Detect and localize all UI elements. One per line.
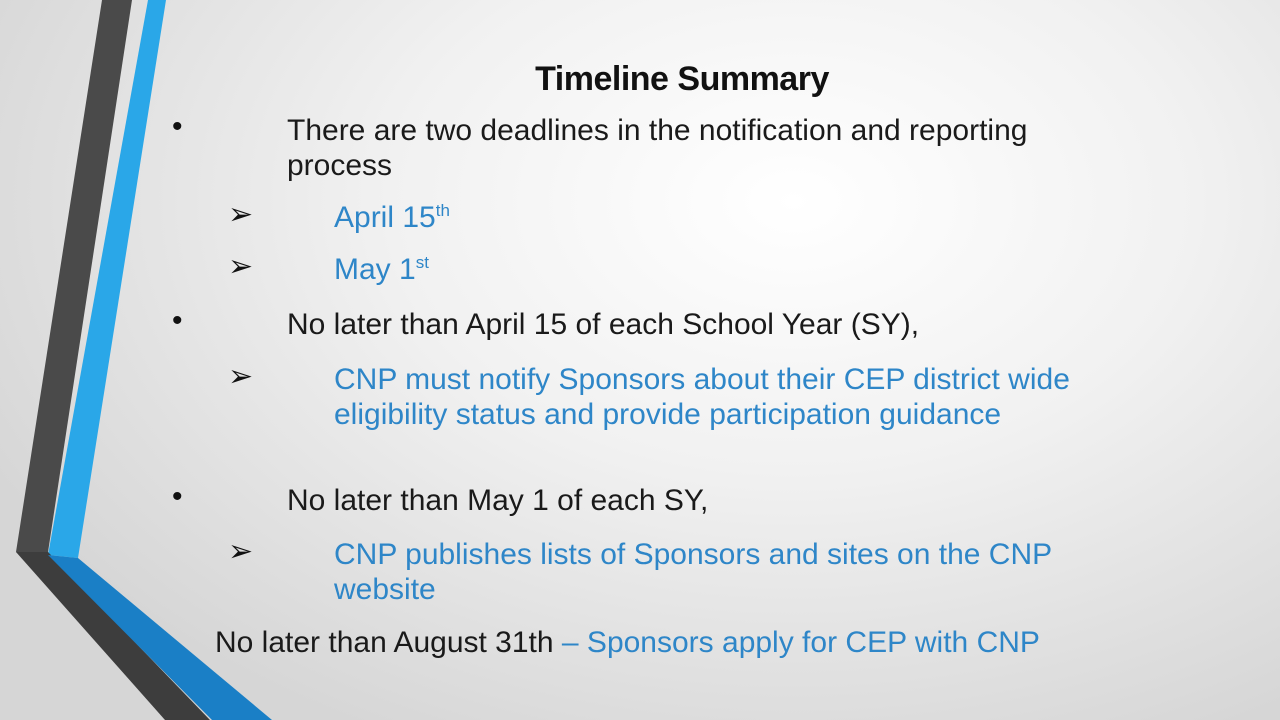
footer-black-text: No later than August 31th — [215, 626, 554, 659]
slide-title: Timeline Summary — [535, 60, 829, 98]
arrow-3-line-1: CNP must notify Sponsors about their CEP district wide — [334, 363, 1070, 396]
bullet-3-text: No later than May 1 of each SY, — [287, 484, 709, 517]
deadline-may-1-text: May 1 — [334, 253, 416, 286]
bullet-1-line-2: process — [287, 149, 393, 182]
deadline-april-15-text: April 15 — [334, 201, 436, 234]
dark-bar-lower — [16, 552, 210, 720]
deadline-april-15 — [334, 200, 450, 235]
arrow-bullet-icon: ➢ — [228, 198, 254, 231]
bullet-icon: • — [172, 110, 183, 143]
bullet-icon: • — [172, 480, 183, 513]
arrow-4-line-2: website — [334, 573, 436, 606]
deadline-april-15-sup: th — [435, 201, 450, 220]
arrow-3-line-2: eligibility status and provide participation guidance — [334, 398, 1002, 431]
arrow-4-line-1: CNP publishes lists of Sponsors and sites on the CNP — [334, 538, 1053, 571]
footer-blue-text: – Sponsors apply for CEP with CNP — [553, 626, 1040, 659]
bullet-1-line-1: There are two deadlines in the notification and reporting — [287, 114, 1028, 147]
arrow-bullet-icon: ➢ — [228, 535, 254, 568]
arrow-bullet-icon: ➢ — [228, 360, 254, 393]
bullet-2-text: No later than April 15 of each School Year (SY), — [287, 308, 920, 341]
footer-line — [215, 625, 1040, 660]
deadline-may-1 — [334, 252, 429, 287]
arrow-bullet-icon: ➢ — [228, 250, 254, 283]
bullet-icon: • — [172, 304, 183, 337]
deadline-may-1-sup: st — [415, 253, 429, 272]
